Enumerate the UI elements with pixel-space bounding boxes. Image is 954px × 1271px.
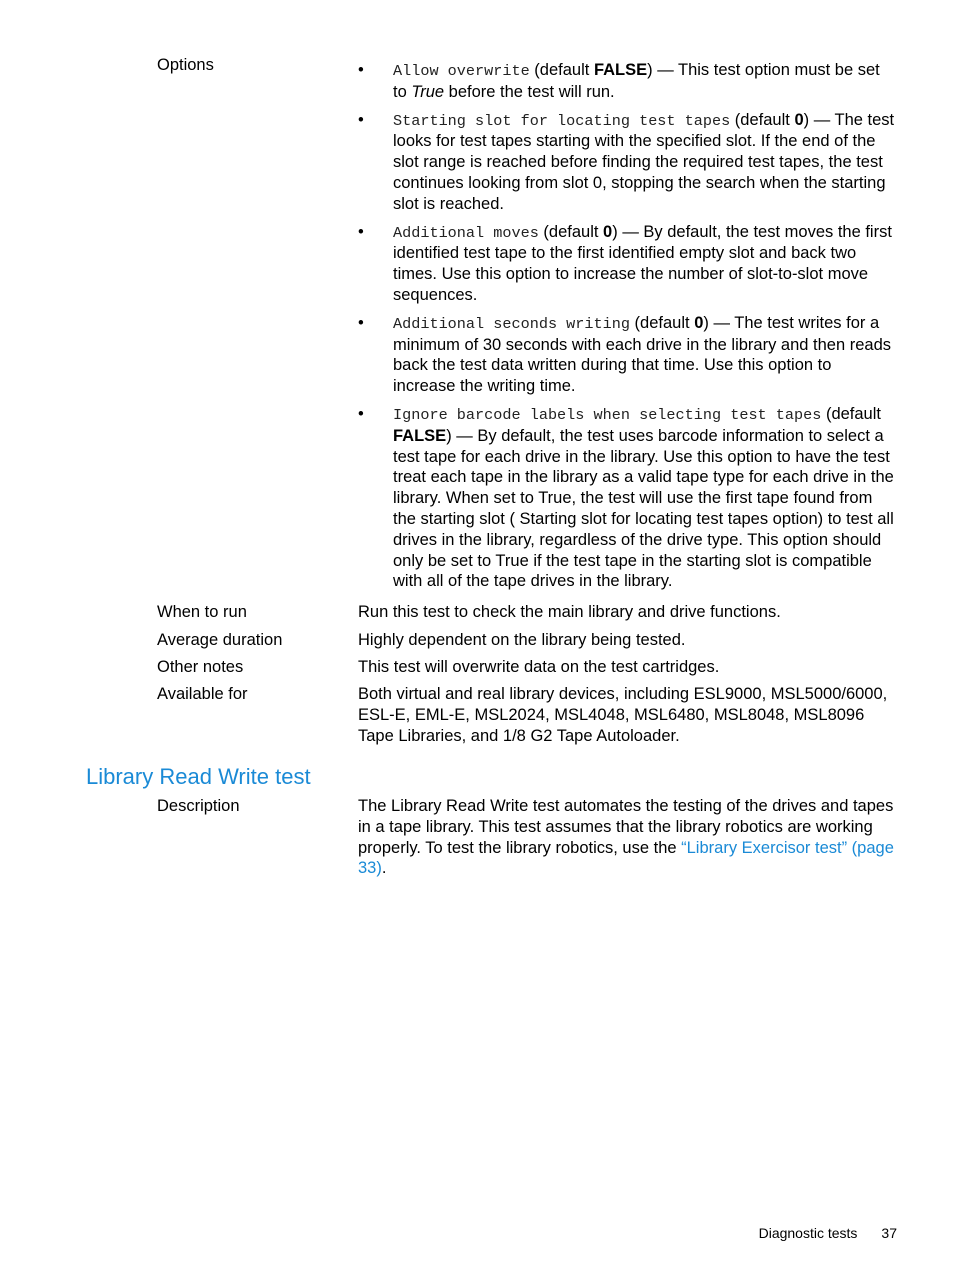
options-list xyxy=(358,60,898,592)
option-text: ) — The test writes for a minimum of 30 seconds with each drive in the library and then reads back the test data written during that time. Use this option to increase the writing time. xyxy=(393,313,892,396)
section-heading: Library Read Write test xyxy=(86,764,311,789)
description-label: Description xyxy=(157,797,240,815)
option-italic: True xyxy=(411,82,445,101)
option-text: before the test will run. xyxy=(444,82,615,101)
option-code: Additional moves xyxy=(393,223,539,242)
option-text: (default xyxy=(529,61,594,79)
option-additional-seconds xyxy=(358,313,898,397)
option-ignore-barcode xyxy=(358,404,898,592)
option-text: (default xyxy=(629,313,695,332)
page-footer xyxy=(759,1223,897,1244)
option-default: 0 xyxy=(694,313,704,332)
option-default: FALSE xyxy=(393,426,447,445)
option-code: Additional seconds writing xyxy=(393,314,630,333)
available-for-label: Available for xyxy=(157,685,248,703)
option-text: (default xyxy=(821,404,881,423)
average-duration-value: Highly dependent on the library being tested. xyxy=(358,631,686,649)
option-allow-overwrite xyxy=(358,60,898,103)
option-code: Ignore barcode labels when selecting test tapes xyxy=(393,405,822,424)
other-notes-value: This test will overwrite data on the test cartridges. xyxy=(358,658,720,676)
option-text: ) — By default, the test moves the first identified test tape to the first identified empty slot and back two times. Use this option to increase the number of slot-to-slot move sequences. xyxy=(393,222,892,304)
option-additional-moves xyxy=(358,222,898,306)
option-text: (default xyxy=(730,110,795,129)
option-default: FALSE xyxy=(593,61,648,79)
option-code: Allow overwrite xyxy=(393,62,530,80)
bullet: • xyxy=(358,313,364,332)
page-number: 37 xyxy=(881,1225,897,1241)
option-text: ) — This test option must be set to xyxy=(393,61,880,101)
option-text: (default xyxy=(538,222,604,241)
option-default: 0 xyxy=(603,222,613,241)
option-default: 0 xyxy=(794,110,804,129)
options-content xyxy=(358,60,898,599)
footer-title: Diagnostic tests xyxy=(758,1225,858,1241)
bullet: • xyxy=(358,110,364,129)
bullet: • xyxy=(358,222,364,241)
library-exercisor-link[interactable]: “Library Exercisor test” (page 33) xyxy=(358,838,894,878)
option-text: ) — By default, the test uses barcode information to select a test tape for each drive in the library. Use this option to have the test treat each tape in the library as a valid tape type for each drive in the library. When set to True, the test will use the first tape found from the starting slot ( Starting slot for locating test tapes option) to test all drives in the library, regardless of the drive type. This option should only be set to True if the test tape in the starting slot is compatible with all of the tape drives in the library. xyxy=(393,426,894,591)
description-text: The Library Read Write test automates the testing of the drives and tapes in a tape library. This test assumes that the library robotics are working properly. To test the library robotics, use the xyxy=(358,797,894,857)
bullet: • xyxy=(358,61,364,79)
average-duration-label: Average duration xyxy=(157,631,283,649)
other-notes-label: Other notes xyxy=(157,658,244,676)
description-end: . xyxy=(381,859,387,878)
when-to-run-label: When to run xyxy=(157,603,247,621)
options-label: Options xyxy=(157,56,214,74)
description-value xyxy=(358,796,898,879)
option-starting-slot xyxy=(358,110,898,215)
option-text: ) — The test looks for test tapes starting with the specified slot. If the end of the slot range is reached before finding the required test tapes, the test continues looking from slot 0, stopping the search when the starting slot is reached. xyxy=(393,110,895,213)
available-for-value: Both virtual and real library devices, including ESL9000, MSL5000/6000, ESL-E, EML-E, MSL2024, MSL4048, MSL6480, MSL8048, MSL8096 Tape Libraries, and 1/8 G2 Tape Autoloader. xyxy=(358,685,888,745)
bullet: • xyxy=(358,404,364,423)
when-to-run-value: Run this test to check the main library and drive functions. xyxy=(358,603,781,621)
option-code: Starting slot for locating test tapes xyxy=(393,111,731,130)
